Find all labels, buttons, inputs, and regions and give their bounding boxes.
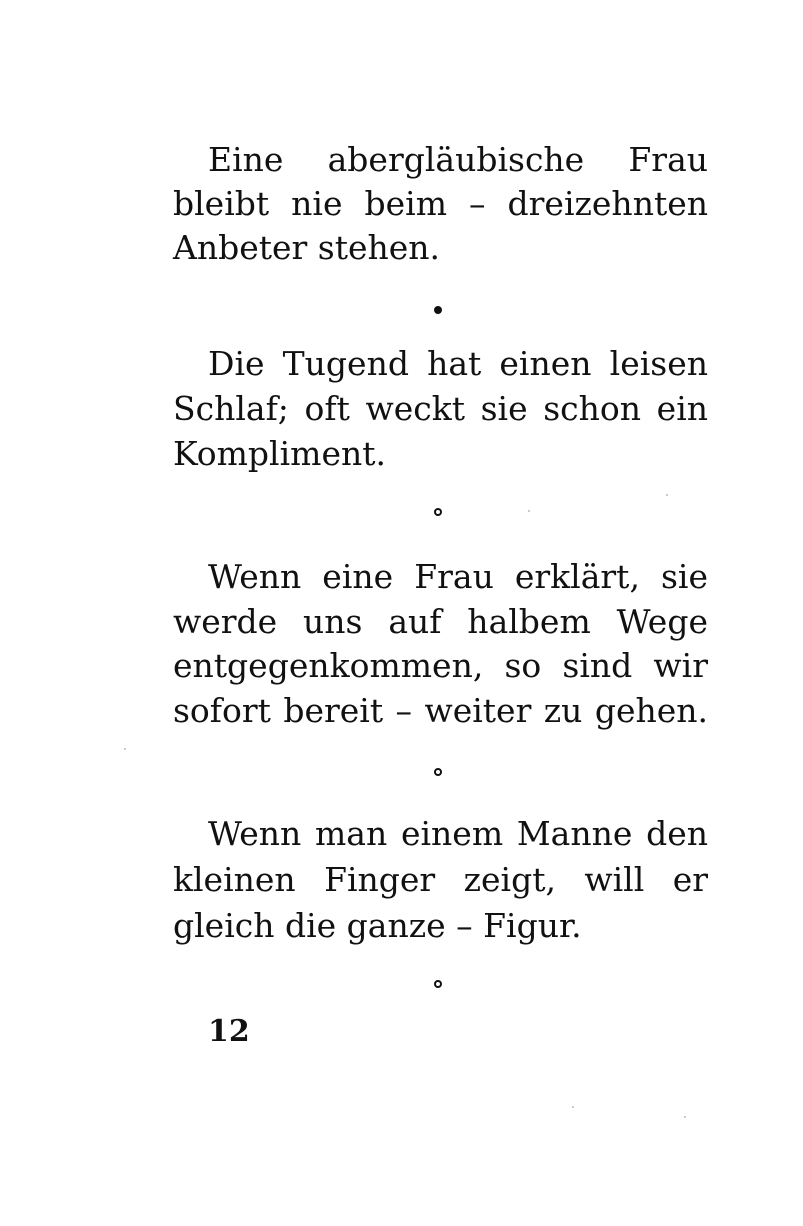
separator-dot-icon [434, 306, 442, 314]
text-line: bleibt nie beim – dreizehnten [173, 184, 708, 223]
separator-circle-icon [434, 980, 442, 988]
text-line: werde uns auf halbem Wege [173, 602, 708, 641]
text-line: Anbeter stehen. [173, 228, 441, 267]
text-line: Eine abergläubische Frau [208, 140, 708, 179]
scan-speck [528, 510, 530, 512]
text-line: Die Tugend hat einen leisen [208, 344, 708, 383]
separator-circle-icon [434, 768, 442, 776]
scan-speck [124, 748, 126, 750]
scan-speck [684, 1116, 686, 1118]
text-line: kleinen Finger zeigt, will er [173, 860, 708, 899]
text-line: Wenn man einem Manne den [208, 814, 708, 853]
text-line: gleich die ganze – Figur. [173, 906, 582, 945]
page-number: 12 [208, 1014, 250, 1049]
scan-speck [572, 1106, 574, 1108]
text-line: Kompliment. [173, 434, 386, 473]
text-line: entgegenkommen, so sind wir [173, 646, 708, 685]
separator-circle-icon [434, 508, 442, 516]
text-line: Schlaf; oft weckt sie schon ein [173, 389, 708, 428]
text-line: sofort bereit – weiter zu gehen. [173, 691, 708, 730]
scan-speck [666, 494, 668, 496]
text-line: Wenn eine Frau erklärt, sie [208, 557, 708, 596]
